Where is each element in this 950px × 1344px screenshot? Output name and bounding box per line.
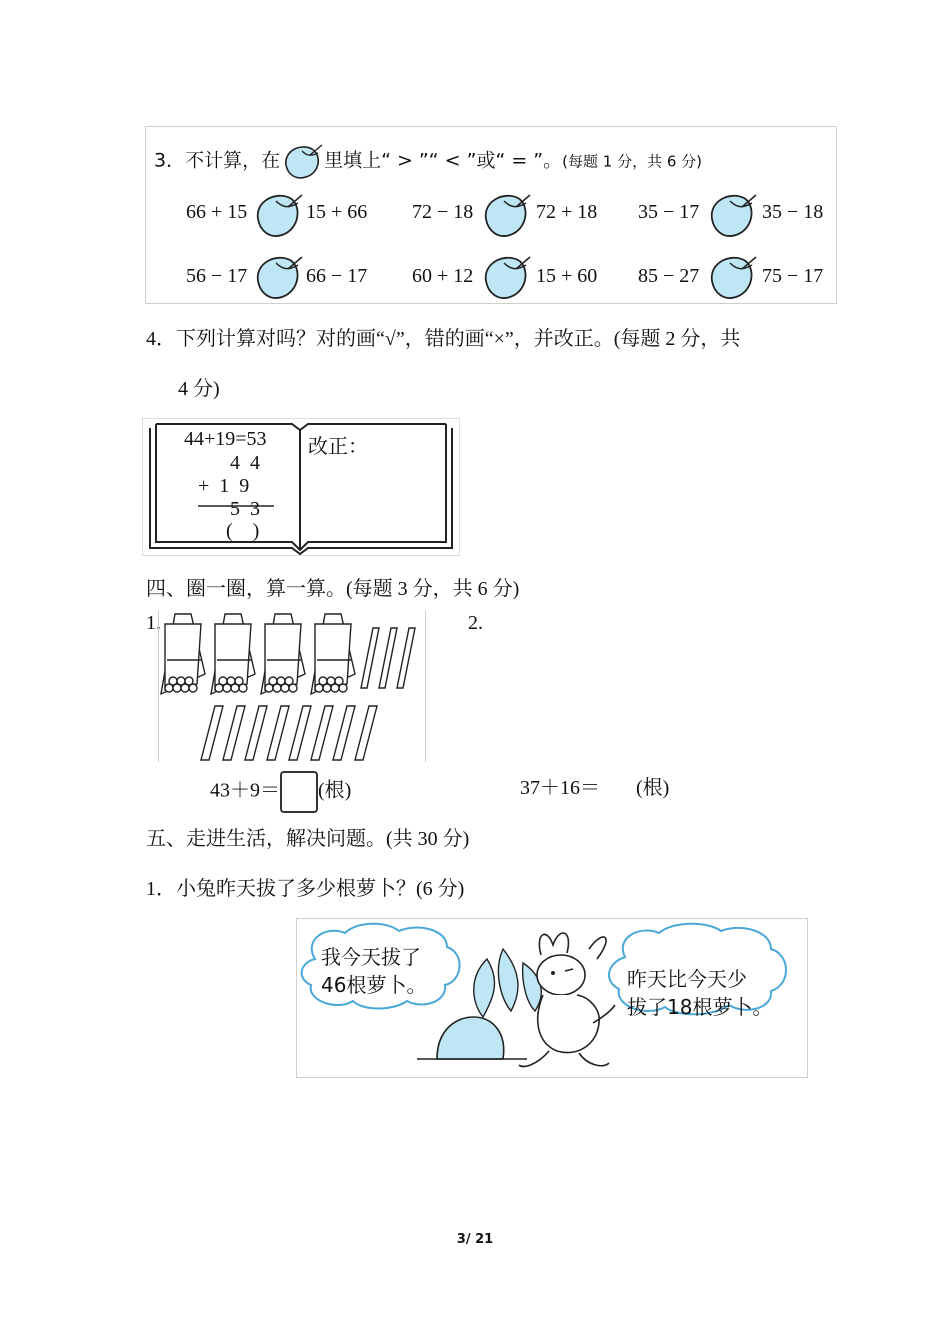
equation-2-unit: (根) bbox=[636, 777, 670, 799]
open-book-exercise bbox=[142, 418, 460, 556]
expr-right: 15 + 60 bbox=[536, 265, 598, 287]
book-correction-label: 改正： bbox=[308, 434, 368, 458]
equation-1 bbox=[210, 771, 351, 813]
expr-left: 56 − 17 bbox=[186, 265, 248, 287]
q4-line1: 4．下列计算对吗？对的画“√”，错的画“×”，并改正。(每题 2 分，共 bbox=[146, 328, 741, 350]
leaf-answer-icon[interactable] bbox=[706, 251, 758, 301]
expr-right: 35 − 18 bbox=[762, 201, 824, 223]
comparison-exercise-box bbox=[145, 126, 837, 304]
page-number: 3/ 21 bbox=[456, 1232, 494, 1247]
leaf-icon bbox=[280, 141, 324, 181]
bubble-left-line1: 我今天拔了 bbox=[321, 945, 421, 969]
book-equation: 44+19=53 bbox=[184, 428, 267, 450]
book-vertical-row3: 5 3 bbox=[230, 498, 260, 520]
bubble-right-line2: 拔了18根萝卜。 bbox=[627, 995, 773, 1019]
item2-label: 2. bbox=[468, 612, 483, 634]
book-vertical-row2: + 1 9 bbox=[198, 475, 250, 497]
item1-label: 1. bbox=[146, 612, 161, 634]
book-vertical-row1: 4 4 bbox=[230, 452, 260, 474]
expr-left: 35 − 17 bbox=[638, 201, 700, 223]
book-judgement-paren[interactable]: ( ) bbox=[226, 520, 260, 542]
bubble-left-line2: 46根萝卜。 bbox=[321, 973, 427, 997]
leaf-answer-icon[interactable] bbox=[480, 189, 532, 239]
section5-q1: 1．小兔昨天拔了多少根萝卜？(6 分) bbox=[146, 878, 465, 900]
sticks-bundle-icon bbox=[159, 610, 425, 762]
equation-2 bbox=[520, 771, 669, 800]
q3-title-score: (每题 1 分，共 6 分) bbox=[562, 152, 703, 171]
expr-left: 60 + 12 bbox=[412, 265, 474, 287]
q3-title bbox=[154, 141, 702, 181]
q4-line2: 4 分) bbox=[178, 378, 220, 400]
equation-1-text: 43＋9＝ bbox=[210, 779, 280, 802]
sticks-illustration bbox=[158, 610, 426, 762]
rabbit-illustration bbox=[296, 918, 808, 1078]
expr-right: 75 − 17 bbox=[762, 265, 824, 287]
section5-title: 五、走进生活，解决问题。(共 30 分) bbox=[146, 828, 470, 850]
expr-right: 15 + 66 bbox=[306, 201, 368, 223]
expr-right: 72 + 18 bbox=[536, 201, 598, 223]
leaf-answer-icon[interactable] bbox=[252, 189, 304, 239]
answer-box[interactable] bbox=[280, 771, 318, 813]
expr-left: 66 + 15 bbox=[186, 201, 248, 223]
expr-left: 72 − 18 bbox=[412, 201, 474, 223]
leaf-answer-icon[interactable] bbox=[252, 251, 304, 301]
expr-left: 85 − 27 bbox=[638, 265, 700, 287]
leaf-answer-icon[interactable] bbox=[706, 189, 758, 239]
section4-title: 四、圈一圈，算一算。(每题 3 分，共 6 分) bbox=[146, 578, 520, 600]
bubble-right-line1: 昨天比今天少 bbox=[627, 967, 747, 991]
expr-right: 66 − 17 bbox=[306, 265, 368, 287]
equation-1-unit: (根) bbox=[318, 779, 352, 802]
leaf-answer-icon[interactable] bbox=[480, 251, 532, 301]
q3-title-suffix: 里填上“ > ”“ < ”或“ = ”。 bbox=[324, 149, 563, 172]
q3-title-prefix: 3．不计算，在 bbox=[154, 149, 281, 172]
equation-2-text: 37＋16＝ bbox=[520, 777, 600, 799]
